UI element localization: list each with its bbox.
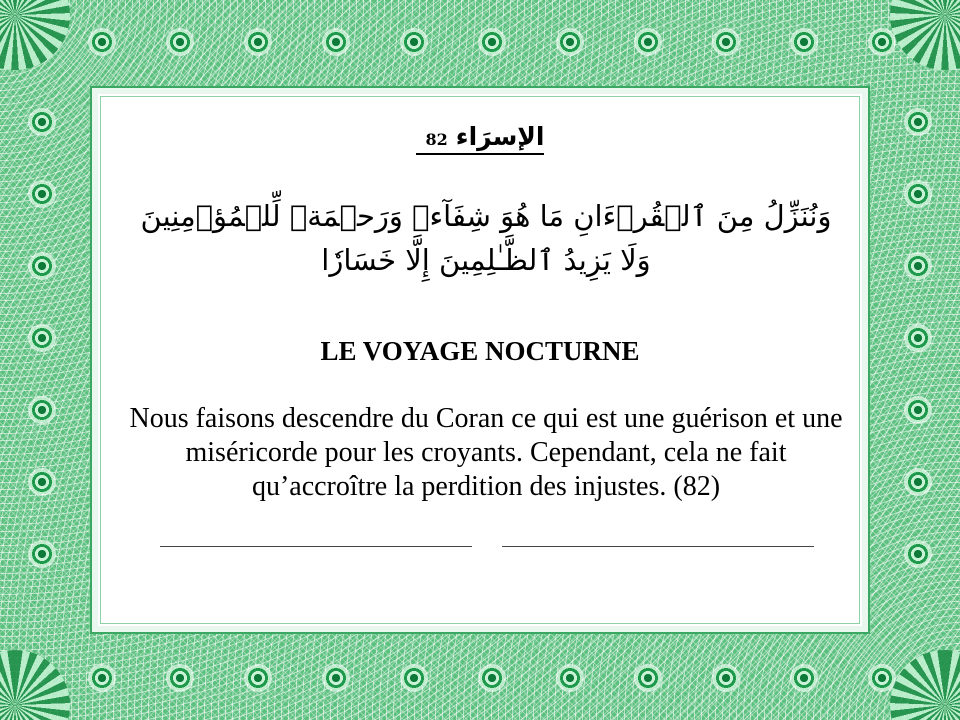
- rosette-ornament: [30, 542, 54, 566]
- rosette-ornament: [30, 326, 54, 350]
- arabic-verse: وَنُنَزِّلُ مِنَ ٱلۡقُرۡءَانِ مَا هُوَ شِفَآءٞ وَرَحۡمَةٞ لِّلۡمُؤۡمِنِينَ وَلَا يَزِيدُ ٱلظَّـٰلِمِينَ إِلَّا خَسَارٗا: [140, 199, 832, 277]
- corner-ornament: [0, 650, 70, 720]
- rosette-ornament: [402, 666, 426, 690]
- rosette-ornament: [906, 110, 930, 134]
- rosette-ornament: [168, 666, 192, 690]
- divider-left: [160, 546, 472, 547]
- rosette-ornament: [480, 30, 504, 54]
- divider-right: [502, 546, 814, 547]
- rosette-ornament: [906, 542, 930, 566]
- rosette-ornament: [906, 398, 930, 422]
- rosette-ornament: [402, 30, 426, 54]
- rosette-ornament: [906, 254, 930, 278]
- rosette-ornament: [246, 30, 270, 54]
- rosette-ornament: [558, 666, 582, 690]
- rosette-ornament: [246, 666, 270, 690]
- rosette-ornament: [906, 470, 930, 494]
- verse-card: [92, 88, 868, 632]
- rosette-ornament: [30, 398, 54, 422]
- rosette-ornament: [558, 30, 582, 54]
- rosette-ornament: [636, 666, 660, 690]
- corner-ornament: [0, 0, 70, 70]
- rosette-ornament: [792, 666, 816, 690]
- rosette-ornament: [324, 30, 348, 54]
- french-translation: Nous faisons descendre du Coran ce qui est une guérison et une miséricorde pour les croyants. Cependant, cela ne fait qu’accroître la perdition des injustes. (82): [129, 403, 843, 502]
- rosette-ornament: [906, 182, 930, 206]
- rosette-ornament: [30, 470, 54, 494]
- rosette-ornament: [168, 30, 192, 54]
- rosette-ornament: [714, 666, 738, 690]
- rosette-ornament: [324, 666, 348, 690]
- corner-ornament: [890, 0, 960, 70]
- rosette-ornament: [906, 326, 930, 350]
- rosette-ornament: [870, 666, 894, 690]
- rosette-ornament: [30, 182, 54, 206]
- rosette-ornament: [714, 30, 738, 54]
- rosette-ornament: [480, 666, 504, 690]
- rosette-ornament: [90, 666, 114, 690]
- rosette-ornament: [90, 30, 114, 54]
- rosette-ornament: [636, 30, 660, 54]
- rosette-ornament: [870, 30, 894, 54]
- rosette-ornament: [30, 254, 54, 278]
- rosette-ornament: [792, 30, 816, 54]
- corner-ornament: [890, 650, 960, 720]
- verse-number: 82: [425, 130, 448, 149]
- surah-name: الإسرَاء: [455, 122, 545, 151]
- surah-heading: [98, 122, 862, 155]
- rosette-ornament: [30, 110, 54, 134]
- french-title: LE VOYAGE NOCTURNE: [320, 336, 640, 366]
